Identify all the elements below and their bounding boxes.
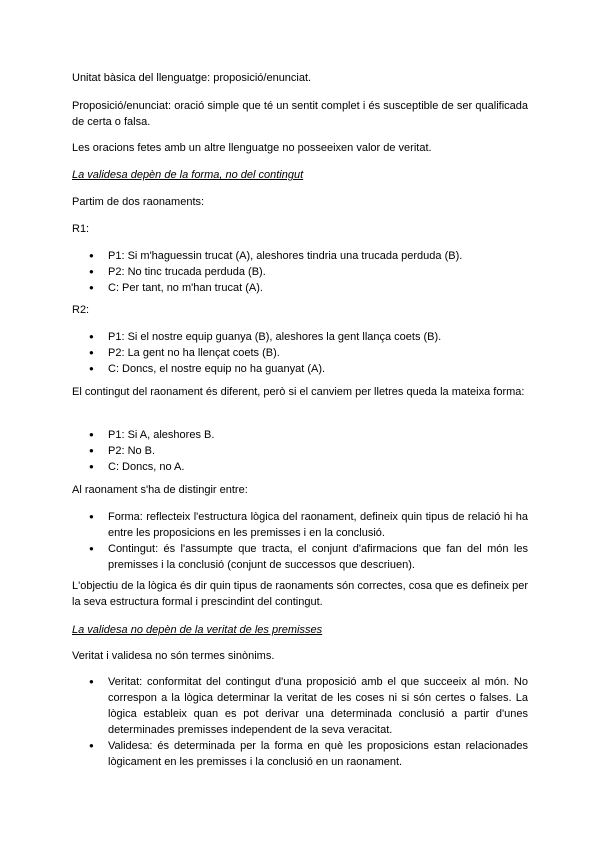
paragraph-definition: Proposició/enunciat: oració simple que té un sentit complet i és susceptible de ser qualificada de certa o falsa.	[72, 100, 528, 128]
distingir-list	[72, 509, 528, 573]
list-item: ● Contingut: és l'assumpte que tracta, el conjunt d'afirmacions que fan del món les premisses i la conclusió (conjunt de successos que descriuen).	[72, 541, 528, 573]
paragraph-intro: Unitat bàsica del llenguatge: proposició/enunciat.	[72, 72, 312, 84]
section-heading-forma: La validesa depèn de la forma, no del contingut	[72, 169, 304, 181]
list-item: ● P1: Si m'haguessin trucat (A), aleshores tindria una trucada perduda (B).	[72, 248, 528, 264]
list-item: ● P2: No B.	[72, 443, 528, 459]
r1-label: R1:	[72, 223, 90, 235]
paragraph-contingut: El contingut del raonament és diferent, però si el canviem per lletres queda la mateixa forma:	[72, 386, 525, 398]
r2-label: R2:	[72, 304, 90, 316]
paragraph-partim: Partim de dos raonaments:	[72, 196, 205, 208]
list-item: ● P2: No tinc trucada perduda (B).	[72, 264, 528, 280]
form-list	[72, 427, 528, 475]
list-item: ● P1: Si A, aleshores B.	[72, 427, 528, 443]
veritat-list	[72, 674, 528, 770]
paragraph-objectiu: L'objectiu de la lògica és dir quin tipus de raonaments són correctes, cosa que es defineix per la seva estructura formal i prescindint del contingut.	[72, 580, 528, 608]
list-item: ● Validesa: és determinada per la forma en què les proposicions estan relacionades lògicament en les premisses i la conclusió en un raonament.	[72, 738, 528, 770]
r1-list	[72, 248, 528, 296]
list-item: ● P2: La gent no ha llençat coets (B).	[72, 345, 528, 361]
list-item: ● P1: Si el nostre equip guanya (B), aleshores la gent llança coets (B).	[72, 329, 528, 345]
paragraph-distingir: Al raonament s'ha de distingir entre:	[72, 484, 248, 496]
paragraph-veritat: Veritat i validesa no són termes sinònims.	[72, 650, 275, 662]
list-item: ● Forma: reflecteix l'estructura lògica del raonament, defineix quin tipus de relació hi ha entre les proposicions en les premisses i en la conclusió.	[72, 509, 528, 541]
paragraph-oracions: Les oracions fetes amb un altre llenguatge no posseeixen valor de veritat.	[72, 142, 432, 154]
list-item: ● C: Doncs, el nostre equip no ha guanyat (A).	[72, 361, 528, 377]
section-heading-veritat: La validesa no depèn de la veritat de les premisses	[72, 624, 323, 636]
list-item: ● Veritat: conformitat del contingut d'una proposició amb el que succeeix al món. No correspon a la lògica determinar la veritat de les coses ni si són certes o falses. La lògica estableix quan es pot derivar una determinada conclusió a partir d'unes determinades premisses independent de la seva veracitat.	[72, 674, 528, 738]
list-item: ● C: Per tant, no m'han trucat (A).	[72, 280, 528, 296]
list-item: ● C: Doncs, no A.	[72, 459, 528, 475]
r2-list	[72, 329, 528, 377]
